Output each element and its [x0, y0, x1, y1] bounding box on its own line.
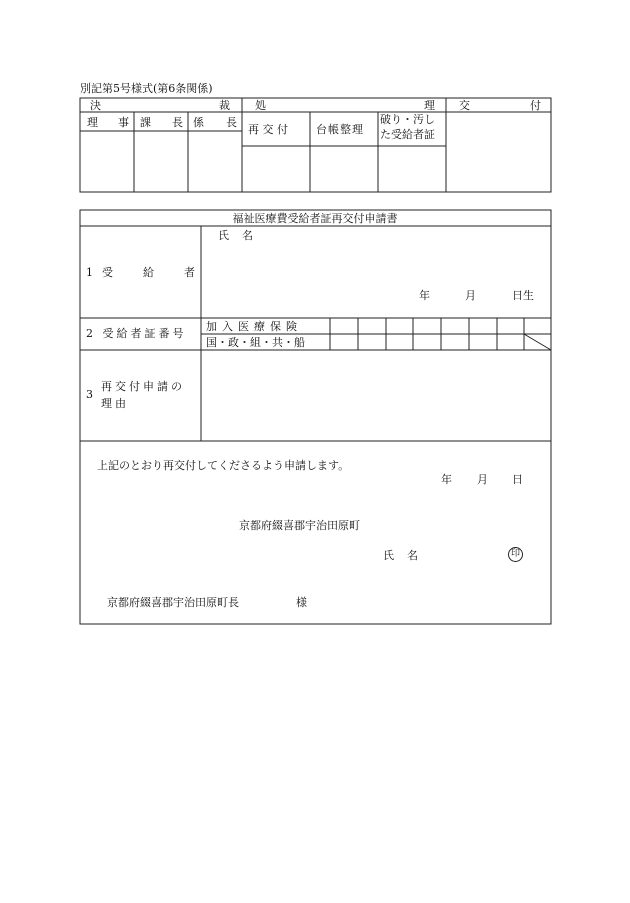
yabure-label-2: た受給者証 — [380, 128, 435, 141]
birth-year: 年 — [419, 289, 430, 302]
seal-mark-icon: 印 — [508, 547, 523, 562]
shori-label-left: 処 — [255, 99, 266, 112]
role-ka: 課 — [140, 116, 151, 129]
saikoufu-label: 再 交 付 — [248, 123, 288, 136]
koufu-label-right: 付 — [530, 99, 541, 112]
row2-label: 2 受給者証番号 — [86, 327, 187, 340]
role-cho2: 長 — [226, 116, 237, 129]
row3-label-1: 再交付申請の — [101, 380, 185, 393]
name-label-shi: 氏 — [218, 229, 229, 242]
birth-day: 日生 — [512, 289, 534, 302]
signer-label-shi: 氏 — [383, 549, 394, 562]
row1-num: 1 — [86, 266, 93, 279]
form-header: 別記第5号様式(第6条関係) — [80, 82, 213, 95]
date-year: 年 — [441, 473, 452, 486]
row3-label-2: 理由 — [101, 397, 129, 410]
birth-month: 月 — [465, 289, 476, 302]
role-ji: 事 — [118, 116, 129, 129]
shori-label-right: 理 — [424, 99, 435, 112]
row1-ju: 受 — [102, 266, 113, 279]
role-kakari: 係 — [193, 116, 204, 129]
date-day: 日 — [512, 473, 523, 486]
kessai-label-right: 裁 — [219, 99, 230, 112]
application-title: 福祉医療費受給者証再交付申請書 — [232, 212, 398, 225]
applicant-address: 京都府綴喜郡宇治田原町 — [239, 519, 360, 532]
statement: 上記のとおり再交付してくださるよう申請します。 — [97, 459, 350, 472]
date-month: 月 — [477, 473, 488, 486]
addressee: 京都府綴喜郡宇治田原町長 — [107, 596, 239, 609]
role-cho1: 長 — [172, 116, 183, 129]
koufu-label-left: 交 — [459, 99, 470, 112]
diagonal-slash — [524, 334, 551, 350]
row1-sha: 者 — [184, 266, 195, 279]
insurance-label-1: 加入医療保険 — [206, 320, 302, 333]
row1-kyu: 給 — [143, 266, 154, 279]
signer-label-mei: 名 — [407, 549, 418, 562]
name-label-mei: 名 — [242, 229, 253, 242]
role-ri: 理 — [87, 116, 98, 129]
honorific: 様 — [296, 596, 307, 609]
row3-num: 3 — [86, 388, 93, 401]
kessai-label-left: 決 — [90, 99, 101, 112]
insurance-label-2: 国・政・組・共・船 — [206, 336, 305, 349]
daicho-label: 台帳整理 — [316, 123, 364, 136]
yabure-label-1: 破り・汚し — [380, 113, 435, 126]
